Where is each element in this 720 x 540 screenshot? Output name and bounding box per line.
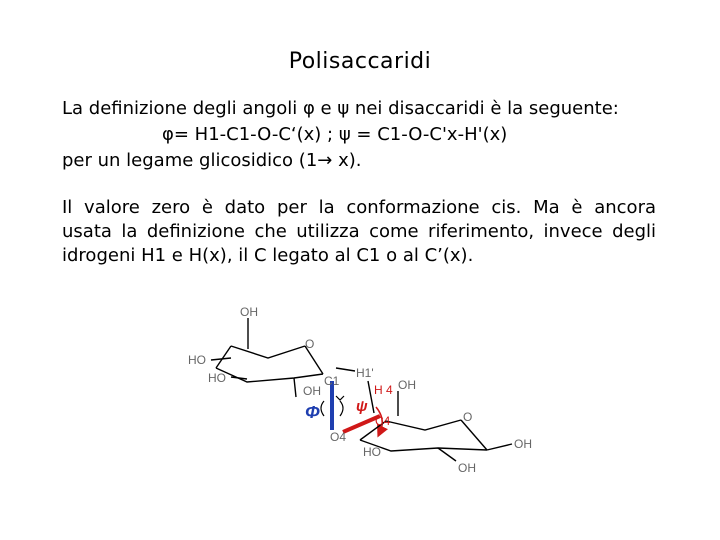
- ring2-back-edge: [386, 420, 461, 430]
- ring1-oh-top-label: OH: [240, 305, 258, 319]
- slide-title: Polisaccaridi: [288, 49, 432, 74]
- paragraph-line-1: Il valore zero è dato per la conformazione cis. Ma è ancora: [62, 197, 656, 218]
- ring1-oh-bottom-label: OH: [303, 384, 321, 398]
- c1-h1-bond: [336, 368, 355, 371]
- phi-rotation-arc-left: [321, 401, 324, 416]
- ring1-back-edge: [231, 346, 305, 358]
- ring2-o-label: O: [463, 410, 473, 424]
- ring2-oh-top-label: OH: [398, 378, 416, 392]
- ring2-oh-right-label: OH: [514, 437, 532, 451]
- definition-intro-line: La definizione degli angoli φ e ψ nei disaccaridi è la seguente:: [62, 98, 619, 119]
- ring1-oh-bottom-bond: [294, 378, 296, 397]
- c4-label: C4: [375, 414, 391, 428]
- ring2-oh-right-bond: [487, 444, 512, 450]
- o4-label: O4: [330, 430, 347, 444]
- phi-rotation-tick: [336, 396, 344, 400]
- ring1-o-label: O: [305, 337, 315, 351]
- ring2-oh-bottom-label: OH: [458, 461, 476, 475]
- ring2-o-bond: [461, 420, 487, 450]
- ring1-ho2-label: HO: [208, 371, 226, 385]
- ring2-ho-label: HO: [363, 445, 381, 459]
- paragraph-line-3: idrogeni H1 e H(x), il C legato al C1 o al C’(x).: [62, 245, 474, 266]
- phi-psi-formula-line: φ= H1-C1-O-C‘(x) ; ψ = C1-O-C'x-H'(x): [162, 124, 508, 145]
- phi-symbol: Φ: [305, 402, 320, 422]
- ring1-ho1-bond: [211, 358, 231, 360]
- ring2-oh-bottom-bond: [438, 448, 456, 461]
- paragraph-line-2: usata la definizione che utilizza come riferimento, invece degli: [62, 221, 656, 242]
- c1-label: C1: [324, 374, 340, 388]
- ring1-ho1-label: HO: [188, 353, 206, 367]
- ring1-front-edge: [216, 368, 323, 382]
- h4-label: H 4: [374, 383, 393, 397]
- glycosidic-bond-line: per un legame glicosidico (1→ x).: [62, 150, 362, 171]
- h1-label: H1': [356, 366, 374, 380]
- phi-rotation-arc-right: [340, 401, 343, 416]
- psi-symbol: ψ: [356, 398, 368, 415]
- ring1-left-edge: [216, 346, 231, 368]
